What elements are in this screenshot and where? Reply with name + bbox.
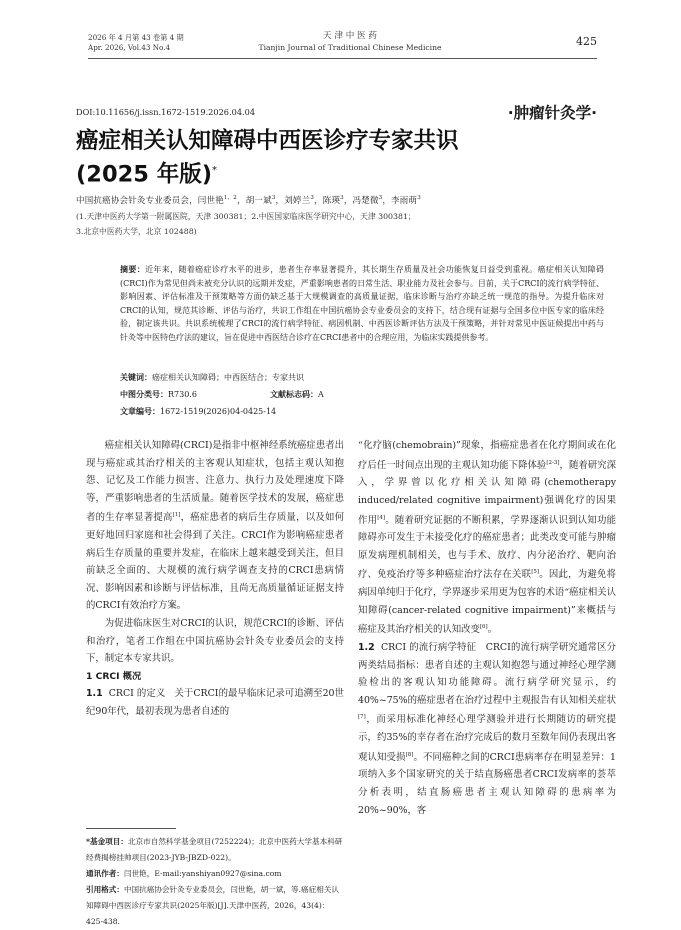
- affil-mark: 3: [271, 195, 276, 201]
- paragraph: [358, 437, 616, 639]
- citation: [1]: [172, 512, 181, 519]
- affil-mark: 3: [340, 195, 344, 201]
- abstract: [120, 263, 604, 345]
- document-code-label: 文献标志码：: [270, 389, 318, 399]
- affiliations: [76, 209, 616, 239]
- journal-name-cn: 天 津 中 医 药: [323, 31, 377, 41]
- body-right-column: [358, 437, 616, 819]
- issue-info-cn: 2026 年 4 月第 43 卷第 4 期: [88, 33, 184, 42]
- citation-format: [86, 882, 344, 930]
- fund-note: [86, 834, 344, 866]
- author-5: ，冯楚微: [343, 195, 379, 206]
- body-left-column: [86, 437, 344, 721]
- paragraph-text: ，随着研究深入，学界曾以化疗相关认知障碍(chemotherapy induced/related cognitive impairment)强调化疗的因果作用: [358, 459, 616, 526]
- title-line-2: [76, 156, 459, 190]
- article-number-label: 文章编号：: [120, 406, 160, 416]
- article-number-value: 1672-1519(2026)04-0425-14: [160, 407, 277, 416]
- cite-text: 中国抗癌协会针灸专业委员会，闫世艳，胡一斌，等.癌症相关认知障碍中西医诊疗专家共识(2025年版)[J].天津中医药，2026，43(4)：425-438.: [86, 885, 340, 926]
- title-footnote-mark: *: [212, 165, 218, 176]
- classification-value: R730.6: [168, 390, 197, 399]
- classification-label: 中图分类号：: [120, 389, 168, 399]
- affil-mark: 1，2: [223, 195, 238, 201]
- affiliation-line: 3.北京中医药大学，北京 102488): [76, 227, 197, 236]
- paragraph: 为促进临床医生对CRCI的认识，规范CRCI的诊断、评估和治疗，笔者工作组在中国抗癌协会针灸专业委员会的支持下，制定本专家共识。: [86, 618, 344, 665]
- affil-mark: 3: [417, 195, 421, 201]
- paragraph-text: 。因此，为避免将病因单纯归于化疗，学界逐步采用更为包容的术语“癌症相关认知障碍(cancer-related cognitive impairment)”来概括与癌症及其治疗相关的认知改变: [358, 569, 616, 636]
- header-rule: [88, 58, 597, 59]
- abstract-text: 近年来，随着癌症诊疗水平的进步，患者生存率显著提升，其长期生存质量及社会功能恢复日益受到重视。癌症相关认知障碍(CRCI)作为常见但尚未被充分认识的远期并发症，严重影响患者的日常生活、职业能力及社会参与。目前，关于CRCI的流行病学特征、影响因素、评估标准及干预策略等方面仍缺乏基于大规模调查的高质量证据，临床诊断与治疗亦缺乏统一规范的指导。为提升临床对CRCI的认知，规范其诊断、评估与治疗，共识工作组在中国抗癌协会专业委员会的支持下，结合现有证据与全国多位中医专家的临床经验，制定该共识。共识系统梳理了CRCI的流行病学特征、病因机制、中西医诊断评估方法及干预策略，并针对常见中医证候提出中药与针灸等中医特色疗法的建议，旨在促进中西医结合诊疗在CRCI患者中的合理应用，为临床实践提供参考。: [120, 265, 605, 342]
- author-3: ，刘婷兰: [275, 195, 311, 206]
- paragraph-text: 。不同癌种之间的CRCI患病率存在明显差异：1项纳入多个国家研究的关于结直肠癌患者CRCI发病率的荟萃分析表明，结直肠癌患者主观认知障碍的患病率为20%~90%，客: [358, 751, 616, 816]
- footnote-rule: [86, 828, 176, 829]
- corresponding-author: [86, 866, 344, 882]
- footnotes: [86, 834, 344, 930]
- page-number: 425: [576, 35, 597, 48]
- cite-label: 引用格式：: [86, 885, 124, 894]
- keywords-label: 关键词：: [120, 372, 152, 382]
- journal-name: [200, 31, 500, 53]
- document-code-value: A: [318, 390, 324, 399]
- citation: [7]: [358, 714, 366, 721]
- affiliation-line: (1.天津中医药大学第一附属医院，天津 300381；2.中医国家临床医学研究中心，天津 300381；: [76, 212, 416, 221]
- keywords: [120, 372, 304, 383]
- author-6: ，李雨萌: [382, 195, 418, 206]
- subsection-title: CRCI 的流行病学特征: [380, 642, 477, 654]
- citation: [4]: [377, 514, 386, 521]
- author-list: [76, 193, 421, 206]
- author-2: ，胡一斌: [237, 195, 272, 206]
- subsection-number: 1.1: [86, 688, 103, 700]
- affil-mark: 3: [310, 195, 315, 201]
- citation: [2-3]: [546, 459, 560, 466]
- paragraph-text: 关于CRCI的最早临床记录可追溯至20世纪90年代，最初表现为患者自述的: [86, 688, 344, 718]
- author-4: ，陈瑛: [314, 195, 341, 206]
- author-1: 中国抗癌协会针灸专业委员会，闫世艳: [76, 195, 224, 206]
- paragraph-text: 癌症相关认知障碍(CRCI)是指非中枢神经系统癌症患者出现与癌症或其治疗相关的主客观认知症状，包括主观认知抱怨、记忆及工作能力损害、注意力、执行力及处理速度下降等，严重影响患者的生活质量。随着医学技术的发展，癌症患者的生存率显著提高: [86, 440, 344, 524]
- affil-mark: 3: [378, 195, 383, 201]
- author-label: 通讯作者：: [86, 869, 124, 878]
- paragraph: [86, 437, 344, 615]
- fund-text: 北京市自然科学基金项目(7252224)；北京中医药大学基本科研经费揭榜挂帅项目(2023-JYB-JBZD-022)。: [86, 837, 343, 862]
- document-code: [270, 389, 324, 400]
- section-heading: 1 CRCI 概况: [86, 670, 142, 682]
- paragraph-text: 。: [487, 624, 498, 636]
- fund-label: *基金项目：: [86, 837, 128, 846]
- subsection: [86, 685, 344, 720]
- citation: [6]: [479, 624, 488, 631]
- abstract-label: 摘要：: [120, 264, 146, 274]
- article-number: [120, 406, 276, 417]
- subsection: [358, 639, 616, 819]
- title-edition: (2025 年版): [76, 161, 213, 188]
- title-line-1: 癌症相关认知障碍中西医诊疗专家共识: [76, 128, 459, 154]
- journal-name-en: Tianjin Journal of Traditional Chinese Medicine: [258, 43, 442, 52]
- keywords-text: 癌症相关认知障碍；中西医结合；专家共识: [152, 373, 304, 382]
- doi: DOI:10.11656/j.issn.1672-1519.2026.04.04: [76, 107, 256, 117]
- article-title: [76, 126, 459, 190]
- issue-info-en: Apr. 2026, Vol.43 No.4: [88, 43, 171, 52]
- paragraph-text: CRCI的流行病学研究通常区分两类结局指标：患者自述的主观认知抱怨与通过神经心理学测验检出的客观认知功能障碍。流行病学研究显示，约40%~75%的癌症患者在治疗过程中主观报告有认知相关症状: [358, 642, 617, 706]
- paragraph-text: ，而采用标准化神经心理学测验并进行长期随访的研究提示，约35%的幸存者在治疗完成后的数月至数年间仍表现出客观认知受损: [358, 714, 616, 763]
- citation: [8]: [405, 751, 414, 758]
- paragraph-text: ，癌症患者的病后生存质量，以及如何更好地回归家庭和社会得到了关注。CRCI作为影响癌症患者病后生存质量的重要并发症，在临床上越来越受到关注，但目前缺乏全面的、大规模的流行病学调查支持的CRCI患病情况、影响因素和诊断与评估标准，且尚无高质量循证证据支持的CRCI有效治疗方案。: [86, 512, 344, 612]
- subsection-number: 1.2: [358, 642, 375, 654]
- subsection-title: CRCI 的定义: [108, 688, 166, 700]
- paragraph-text: 。随着研究证据的不断积累，学界逐渐认识到认知功能障碍亦可发生于未接受化疗的癌症患者；此类改变可能与肿瘤原发病理机制相关，也与手术、放疗、内分泌治疗、靶向治疗、免疫治疗等多种癌症治疗法存在关联: [358, 514, 616, 581]
- issue-info: [88, 33, 184, 53]
- section-label: ·肿瘤针灸学·: [507, 104, 597, 122]
- paragraph-text: “化疗脑(chemobrain)”现象，指癌症患者在化疗期间或在化疗后任一时间点出现的主观认知功能下降体验: [358, 440, 616, 471]
- citation: [5]: [531, 569, 539, 576]
- classification-code: [120, 389, 197, 400]
- author-text: 闫世艳，E-mail:yanshiyan0927@sina.com: [123, 869, 282, 878]
